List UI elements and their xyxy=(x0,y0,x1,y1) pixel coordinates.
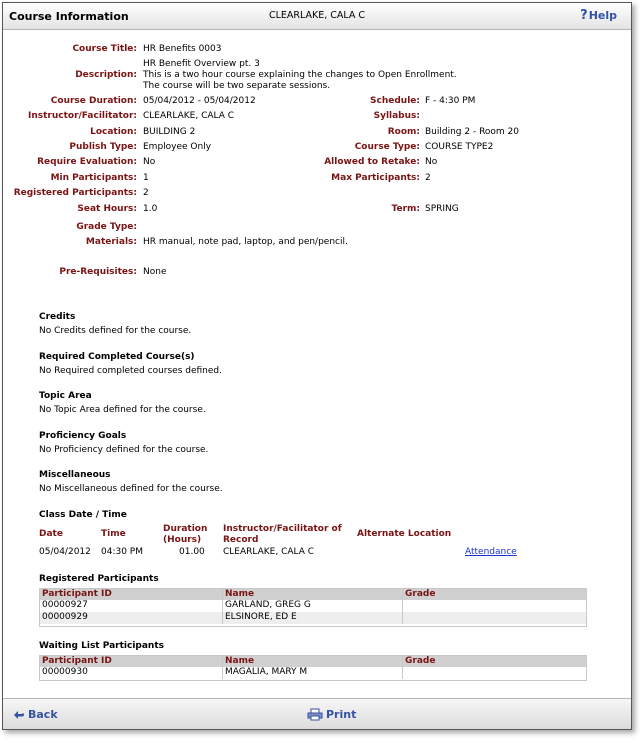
allowed-retake-label: Allowed to Retake: xyxy=(324,157,420,167)
credits-text: No Credits defined for the course. xyxy=(39,326,192,336)
min-participants-value: 1 xyxy=(143,173,149,183)
participant-grade-cell xyxy=(402,667,586,679)
column-header-participant-id: Participant ID xyxy=(42,589,112,599)
proficiency-goals-text: No Proficiency defined for the course. xyxy=(39,445,209,455)
column-header-name: Name xyxy=(222,656,402,667)
term-label: Term: xyxy=(391,204,420,214)
grade-type-label: Grade Type: xyxy=(76,222,137,232)
seat-hours-value: 1.0 xyxy=(143,204,158,214)
description-line-1: HR Benefit Overview pt. 3 xyxy=(143,59,260,69)
help-button[interactable] xyxy=(580,8,617,23)
class-date-title: Class Date / Time xyxy=(39,510,127,520)
back-button[interactable] xyxy=(13,708,58,721)
page-title: Course Information xyxy=(9,10,129,23)
waiting-list-title: Waiting List Participants xyxy=(39,641,165,651)
participant-name-cell: MAGALIA, MARY M xyxy=(222,667,402,679)
course-duration-value: 05/04/2012 - 05/04/2012 xyxy=(143,96,256,106)
current-user: CLEARLAKE, CALA C xyxy=(268,10,366,21)
location-label: Location: xyxy=(90,127,137,137)
registered-participants-label: Registered Participants: xyxy=(13,188,137,198)
participant-id-cell: 00000930 xyxy=(42,667,88,677)
class-date-header-duration: Duration xyxy=(163,524,208,534)
description-line-2: This is a two hour course explaining the changes to Open Enrollment. xyxy=(143,70,457,80)
column-header-name: Name xyxy=(222,589,402,600)
prerequisites-value: None xyxy=(143,267,167,277)
back-label: Back xyxy=(28,708,58,721)
topic-area-text: No Topic Area defined for the course. xyxy=(39,405,206,415)
course-duration-label: Course Duration: xyxy=(50,96,137,106)
participant-grade-cell xyxy=(402,612,586,624)
class-time-value: 04:30 PM xyxy=(101,547,143,557)
instructor-value: CLEARLAKE, CALA C xyxy=(143,111,235,121)
required-courses-text: No Required completed courses defined. xyxy=(39,366,222,376)
attendance-link[interactable]: Attendance xyxy=(465,547,517,557)
print-label: Print xyxy=(326,708,357,721)
require-evaluation-value: No xyxy=(143,157,156,167)
table-row xyxy=(40,612,586,624)
course-type-label: Course Type: xyxy=(354,142,420,152)
column-header-grade: Grade xyxy=(402,656,586,667)
materials-value: HR manual, note pad, laptop, and pen/pencil. xyxy=(143,237,348,247)
footer-bar xyxy=(3,698,631,729)
course-title-value: HR Benefits 0003 xyxy=(143,44,222,54)
topic-area-title: Topic Area xyxy=(39,391,92,401)
description-label: Description: xyxy=(75,70,137,80)
course-title-label: Course Title: xyxy=(72,44,137,54)
table-row xyxy=(40,667,586,679)
participant-grade-cell xyxy=(402,600,586,612)
help-icon: ? xyxy=(580,8,588,23)
participant-id-cell: 00000927 xyxy=(42,600,88,610)
min-participants-label: Min Participants: xyxy=(50,173,137,183)
class-date-header-date: Date xyxy=(39,529,63,539)
waiting-list-table xyxy=(39,655,587,681)
participant-id-cell: 00000929 xyxy=(42,612,88,622)
max-participants-value: 2 xyxy=(425,173,431,183)
participant-name-cell: ELSINORE, ED E xyxy=(222,612,402,624)
class-date-header-duration-unit: (Hours) xyxy=(163,535,202,545)
waiting-table-header xyxy=(40,656,586,667)
participant-name-cell: GARLAND, GREG G xyxy=(222,600,402,612)
class-instructor-value: CLEARLAKE, CALA C xyxy=(223,547,315,557)
room-label: Room: xyxy=(387,127,420,137)
seat-hours-label: Seat Hours: xyxy=(77,204,137,214)
header-bar xyxy=(3,3,631,30)
instructor-label: Instructor/Facilitator: xyxy=(28,111,137,121)
term-value: SPRING xyxy=(425,204,459,214)
print-button[interactable] xyxy=(307,708,356,721)
publish-type-label: Publish Type: xyxy=(69,142,137,152)
required-courses-title: Required Completed Course(s) xyxy=(39,352,195,362)
registered-participants-value: 2 xyxy=(143,188,149,198)
column-header-grade: Grade xyxy=(402,589,586,600)
registered-participants-title: Registered Participants xyxy=(39,574,159,584)
description-line-3: The course will be two separate sessions. xyxy=(143,81,331,91)
class-date-header-time: Time xyxy=(101,529,126,539)
class-date-header-alt-location: Alternate Location xyxy=(357,529,452,539)
schedule-value: F - 4:30 PM xyxy=(425,96,476,106)
table-row xyxy=(40,600,586,612)
schedule-label: Schedule: xyxy=(370,96,420,106)
allowed-retake-value: No xyxy=(425,157,438,167)
class-duration-value: 01.00 xyxy=(179,547,205,557)
miscellaneous-title: Miscellaneous xyxy=(39,470,111,480)
column-header-participant-id: Participant ID xyxy=(42,656,112,666)
class-date-header-instructor: Instructor/Facilitator of xyxy=(223,524,342,534)
print-icon xyxy=(307,708,323,721)
class-date-header-instructor-2: Record xyxy=(223,535,259,545)
max-participants-label: Max Participants: xyxy=(331,173,420,183)
course-type-value: COURSE TYPE2 xyxy=(425,142,494,152)
syllabus-label: Syllabus: xyxy=(373,111,420,121)
registered-table-header xyxy=(40,589,586,600)
course-info-window xyxy=(2,2,632,730)
prerequisites-label: Pre-Requisites: xyxy=(59,267,137,277)
publish-type-value: Employee Only xyxy=(143,142,212,152)
help-label: Help xyxy=(588,9,617,22)
miscellaneous-text: No Miscellaneous defined for the course. xyxy=(39,484,223,494)
class-date-value: 05/04/2012 xyxy=(39,547,91,557)
require-evaluation-label: Require Evaluation: xyxy=(37,157,137,167)
credits-title: Credits xyxy=(39,312,76,322)
room-value: Building 2 - Room 20 xyxy=(425,127,520,137)
proficiency-goals-title: Proficiency Goals xyxy=(39,431,127,441)
back-icon xyxy=(13,709,25,721)
materials-label: Materials: xyxy=(85,237,137,247)
registered-participants-table xyxy=(39,588,587,627)
location-value: BUILDING 2 xyxy=(143,127,196,137)
